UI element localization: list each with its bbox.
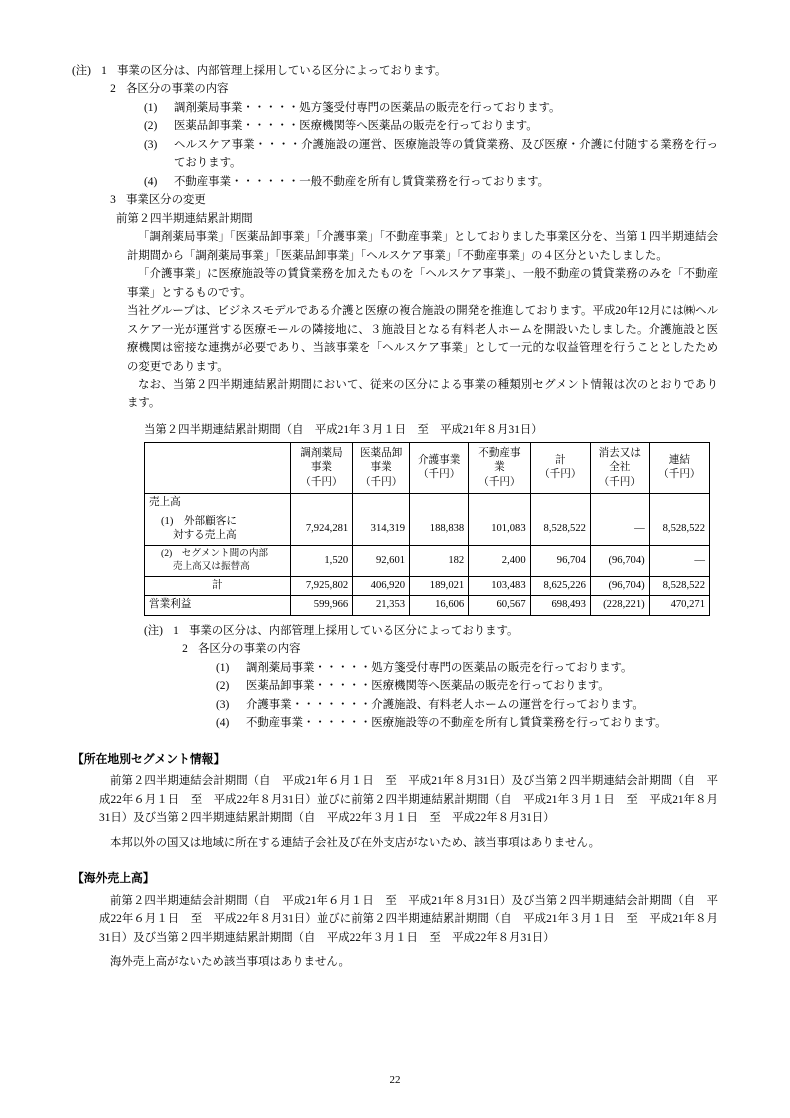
header-line-1: 調剤薬局 <box>300 447 343 459</box>
table-cell: 8,528,522 <box>649 513 709 546</box>
header-line-3: （千円） <box>359 476 403 488</box>
note-item <box>72 191 718 209</box>
note-subitem <box>144 696 718 714</box>
table-cell: 103,483 <box>469 577 530 596</box>
note-subtext: 調剤薬局事業・・・・・処方箋受付専門の医薬品の販売を行っております。 <box>174 101 561 114</box>
note-subnumber: (3) <box>216 698 230 711</box>
note-subtext: 不動産事業・・・・・・一般不動産を所有し賃貸業務を行っております。 <box>174 175 549 188</box>
table-cell: 1,520 <box>290 546 353 577</box>
table-cell: 189,021 <box>410 577 469 596</box>
section-location-segment <box>72 751 718 853</box>
section-paragraph: 本邦以外の国又は地域に所在する連結子会社及び在外支店がないため、該当事項はありません。 <box>110 836 601 849</box>
table-header-cell <box>530 443 590 494</box>
table-row <box>145 546 710 577</box>
note-text: 事業の区分は、内部管理上採用している区分によっております。 <box>188 624 519 637</box>
notes-bottom-block <box>144 622 718 733</box>
header-line-1: 連結 <box>668 455 690 467</box>
row-label-line-1: (2) セグメント間の内部 <box>161 548 269 560</box>
table-row <box>145 513 710 546</box>
row-label-line-2: 対する売上高 <box>173 529 237 541</box>
note-label: (注) <box>144 624 163 637</box>
section-paragraph: 前第２四半期連結会計期間（自 平成21年６月１日 至 平成21年８月31日）及び当第２四半期連結会計期間（自 平成22年６月１日 至 平成22年８月31日）並びに前第２四半期連結累計期間（自 平成21年３月１日 至 平成21年８月31日）及び当第２四半期連結累計期間（自 平成22年３月１日 至 平成22年８月31日） <box>99 894 718 944</box>
note-subitem <box>72 173 718 191</box>
note-subtext: 医薬品卸事業・・・・・医療機関等へ医薬品の販売を行っております。 <box>246 680 610 693</box>
note-subitem <box>72 136 718 173</box>
note-subnumber: (3) <box>144 138 158 151</box>
table-cell: 406,920 <box>353 577 410 596</box>
note-item <box>72 62 718 80</box>
row-label: 営業利益 <box>145 596 291 615</box>
table-cell: 2,400 <box>469 546 530 577</box>
table-cell: 7,925,802 <box>290 577 353 596</box>
header-line-2: 全社 <box>609 462 631 474</box>
page-number: 22 <box>389 1074 401 1087</box>
table-cell: 8,625,226 <box>530 577 590 596</box>
row-label: 計 <box>145 577 291 596</box>
table-cell: ― <box>649 546 709 577</box>
table-header-cell <box>290 443 353 494</box>
note-subtext: 調剤薬局事業・・・・・処方箋受付専門の医薬品の販売を行っております。 <box>246 661 633 674</box>
header-line-3: （千円） <box>417 469 461 481</box>
segment-change-block <box>116 210 718 413</box>
note-number: 3 <box>110 194 116 207</box>
segment-change-paragraph: なお、当第２四半期連結累計期間において、従来の区分による事業の種類別セグメント情報は次のとおりであります。 <box>127 378 718 410</box>
table-cell: 188,838 <box>410 513 469 546</box>
row-label-line-2: 売上高又は振替高 <box>173 561 250 573</box>
table-cell: 182 <box>410 546 469 577</box>
note-item <box>144 622 718 640</box>
note-subnumber: (2) <box>144 120 158 133</box>
note-number: 1 <box>173 624 179 637</box>
segment-change-paragraph: 「調剤薬局事業」「医薬品卸事業」「介護事業」「不動産事業」としておりました事業区分を、当第１四半期連結会計期間から「調剤薬局事業」「医薬品卸事業」「ヘルスケア事業」「不動産事業」の４区分といたしました。 <box>127 231 718 262</box>
note-label: (注) <box>72 65 91 77</box>
header-line-3: （千円） <box>598 476 641 488</box>
header-line-1: 介護事業 <box>417 455 461 467</box>
header-line-2: 事業 <box>370 462 392 474</box>
table-cell: (96,704) <box>590 577 649 596</box>
note-subnumber: (4) <box>144 175 158 188</box>
table-cell: 698,493 <box>530 596 590 615</box>
note-subtext: 医薬品卸事業・・・・・医療機関等へ医薬品の販売を行っております。 <box>174 120 538 133</box>
note-subitem <box>144 659 718 677</box>
table-cell: ― <box>590 513 649 546</box>
note-subitem <box>72 117 718 135</box>
note-item <box>72 80 718 98</box>
table-cell: 101,083 <box>469 513 530 546</box>
note-number: 2 <box>110 83 116 96</box>
table-cell: 8,528,522 <box>530 513 590 546</box>
note-subtext: 不動産事業・・・・・・医療施設等の不動産を所有し賃貸業務を行っております。 <box>246 717 667 730</box>
section-paragraph: 海外売上高がないため該当事項はありません。 <box>110 956 350 969</box>
note-subnumber: (1) <box>144 101 158 114</box>
note-subtext: ヘルスケア事業・・・・介護施設の運営、医療施設等の賃貸業務、及び医療・介護に付随する業務を行っております。 <box>174 138 718 170</box>
header-line-1: 消去又は <box>598 447 641 459</box>
table-header-cell <box>410 443 469 494</box>
table-row-operating-income <box>145 596 710 615</box>
header-line-3: （千円） <box>300 476 343 488</box>
segment-change-paragraph: 「介護事業」に医療施設等の賃貸業務を加えたものを「ヘルスケア事業」、一般不動産の賃貸業務のみを「不動産事業」とするものです。 <box>127 268 718 299</box>
section-paragraph: 前第２四半期連結会計期間（自 平成21年６月１日 至 平成21年８月31日）及び当第２四半期連結会計期間（自 平成22年６月１日 至 平成22年８月31日）並びに前第２四半期連結累計期間（自 平成21年３月１日 至 平成21年８月31日）及び当第２四半期連結累計期間（自 平成22年３月１日 至 平成22年８月31日） <box>99 775 718 825</box>
header-line-2: 事業 <box>310 462 333 474</box>
notes-top-block <box>72 62 718 210</box>
table-cell: 8,528,522 <box>649 577 709 596</box>
header-line-1: 医薬品卸 <box>359 447 403 459</box>
note-subitem <box>72 99 718 117</box>
table-header-cell <box>469 443 530 494</box>
note-subitem <box>144 677 718 695</box>
table-header-cell <box>353 443 410 494</box>
section-heading: 【所在地別セグメント情報】 <box>72 751 226 766</box>
table-cell: 314,319 <box>353 513 410 546</box>
note-subnumber: (2) <box>216 680 230 693</box>
segment-change-paragraph: 当社グループは、ビジネスモデルである介護と医療の複合施設の開発を推進しております。平成20年12月には㈱ヘルスケア一光が運営する医療モールの隣接地に、３施設目となる有料老人ホームを開設いたしました。介護施設と医療機関は密接な連携が必要であり、当該事業を「ヘルスケア事業」として一元的な収益管理を行うこととしたための変更であります。 <box>127 305 718 373</box>
note-subnumber: (4) <box>216 717 230 730</box>
note-subnumber: (1) <box>216 661 230 674</box>
row-label <box>145 546 291 577</box>
table-row <box>145 577 710 596</box>
header-line-1: 不動産事業 <box>478 447 521 474</box>
row-label-line-1: (1) 外部顧客に <box>161 515 237 527</box>
table-cell: 96,704 <box>530 546 590 577</box>
table-cell: 92,601 <box>353 546 410 577</box>
note-item <box>144 640 718 658</box>
table-cell: 60,567 <box>469 596 530 615</box>
note-subtext: 介護事業・・・・・・・介護施設、有料老人ホームの運営を行っております。 <box>246 698 644 711</box>
note-number: 2 <box>182 643 188 656</box>
table-header-cell <box>145 443 291 494</box>
header-line-3: （千円） <box>658 469 701 481</box>
segment-table <box>144 442 710 615</box>
table-cell: (228,221) <box>590 596 649 615</box>
note-number: 1 <box>101 65 107 77</box>
table-header-cell <box>649 443 709 494</box>
table-row <box>145 494 710 513</box>
section-overseas-sales <box>72 870 718 972</box>
row-label <box>145 513 291 546</box>
segment-change-heading: 前第２四半期連結累計期間 <box>116 212 253 225</box>
table-header-row <box>145 443 710 494</box>
section-heading: 【海外売上高】 <box>72 871 155 886</box>
table-cell: 7,924,281 <box>290 513 353 546</box>
table-cell: 470,271 <box>649 596 709 615</box>
table-header-cell <box>590 443 649 494</box>
row-section-label: 売上高 <box>145 494 291 513</box>
note-text: 事業区分の変更 <box>126 194 206 207</box>
header-line-3: （千円） <box>539 469 582 481</box>
header-line-3: （千円） <box>478 476 521 488</box>
table-cell: 16,606 <box>410 596 469 615</box>
header-line-1: 計 <box>554 455 566 467</box>
note-text: 各区分の事業の内容 <box>126 83 229 96</box>
table-cell: (96,704) <box>590 546 649 577</box>
table-caption: 当第２四半期連結累計期間（自 平成21年３月１日 至 平成21年８月31日） <box>144 423 543 436</box>
note-text: 各区分の事業の内容 <box>198 643 301 656</box>
table-cell: 21,353 <box>353 596 410 615</box>
note-subitem <box>144 714 718 732</box>
table-cell: 599,966 <box>290 596 353 615</box>
note-text: 事業の区分は、内部管理上採用している区分によっております。 <box>116 65 447 77</box>
